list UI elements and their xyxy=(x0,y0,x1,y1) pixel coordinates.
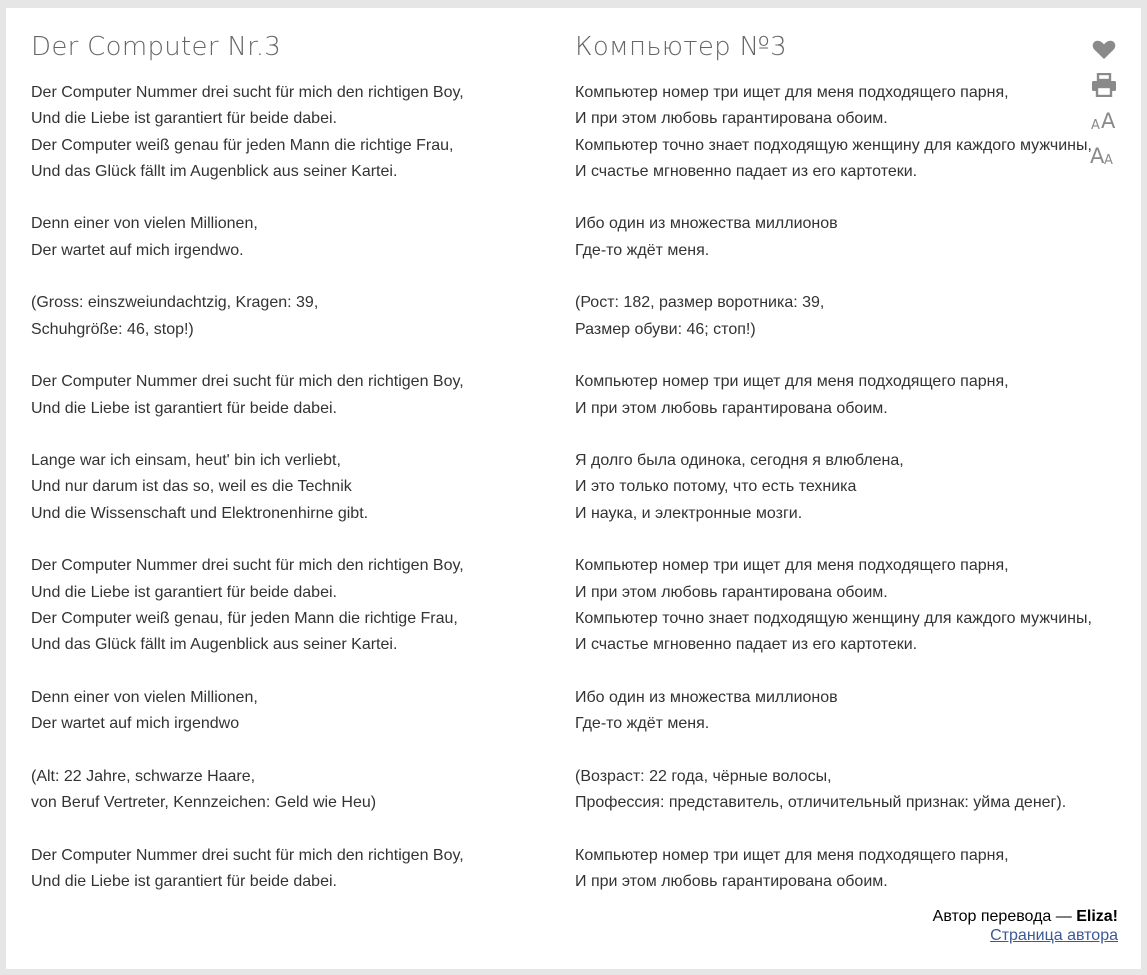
stanza xyxy=(31,80,464,185)
lyric-line: Компьютер номер три ищет для меня подходящего парня, xyxy=(575,557,1009,575)
print-icon[interactable] xyxy=(1090,73,1118,97)
lyric-line: (Возраст: 22 года, чёрные волосы, xyxy=(575,767,832,785)
lyric-line: Компьютер точно знает подходящую женщину для каждого мужчины, xyxy=(575,609,1092,627)
lyric-line: Und die Liebe ist garantiert für beide dabei. xyxy=(31,110,337,128)
original-lyrics xyxy=(31,80,464,922)
lyric-line: Профессия: представитель, отличительный признак: уйма денег). xyxy=(575,794,1067,812)
lyric-line: Der Computer Nummer drei sucht für mich den richtigen Boy, xyxy=(31,557,464,575)
lyric-line: И наука, и электронные мозги. xyxy=(575,504,803,522)
lyric-line: (Gross: einszweiundachtzig, Kragen: 39, xyxy=(31,294,319,312)
lyric-line: Компьютер номер три ищет для меня подходящего парня, xyxy=(575,84,1009,101)
svg-text:A: A xyxy=(1101,109,1116,132)
lyric-line: И счастье мгновенно падает из его картотеки. xyxy=(575,162,918,180)
lyric-line: Я долго была одинока, сегодня я влюблена, xyxy=(575,452,904,470)
credit-prefix: Автор перевода — xyxy=(932,908,1077,925)
translation-lyrics xyxy=(575,80,1092,922)
translation-title: Компьютер №3 xyxy=(575,32,787,62)
stanza xyxy=(575,764,1092,817)
lyrics-panel xyxy=(6,8,1141,969)
stanza xyxy=(31,369,464,422)
lyric-line: Где-то ждёт меня. xyxy=(575,241,710,259)
lyric-line: Компьютер номер три ищет для меня подходящего парня, xyxy=(575,846,1009,864)
stanza xyxy=(31,764,464,817)
stanza xyxy=(575,211,1092,264)
lyric-line: Und das Glück fällt im Augenblick aus seiner Kartei. xyxy=(31,162,398,180)
lyric-line: Der Computer Nummer drei sucht für mich den richtigen Boy, xyxy=(31,846,464,864)
lyric-line: И это только потому, что есть техника xyxy=(575,478,857,496)
lyric-line: Где-то ждёт меня. xyxy=(575,715,710,733)
lyric-line: Der wartet auf mich irgendwo xyxy=(31,715,240,733)
lyric-line: Ибо один из множества миллионов xyxy=(575,215,838,233)
stanza xyxy=(575,685,1092,738)
stanza xyxy=(31,290,464,343)
lyric-line: И при этом любовь гарантирована обоим. xyxy=(575,583,888,601)
font-size-decrease-icon[interactable] xyxy=(1090,143,1118,167)
stanza xyxy=(575,448,1092,527)
svg-text:A: A xyxy=(1104,153,1113,167)
lyric-line: И при этом любовь гарантирована обоим. xyxy=(575,399,888,417)
lyric-line: Der Computer Nummer drei sucht für mich den richtigen Boy, xyxy=(31,84,464,101)
stanza xyxy=(31,685,464,738)
svg-text:A: A xyxy=(1091,118,1100,132)
lyric-line: Schuhgröße: 46, stop!) xyxy=(31,320,194,338)
lyric-line: Lange war ich einsam, heut' bin ich verliebt, xyxy=(31,452,341,470)
lyric-line: Ибо один из множества миллионов xyxy=(575,688,838,706)
lyric-line: Und die Liebe ist garantiert für beide dabei. xyxy=(31,399,337,417)
stanza xyxy=(575,843,1092,896)
stanza xyxy=(575,553,1092,658)
lyric-line: (Рост: 182, размер воротника: 39, xyxy=(575,294,825,312)
svg-text:A: A xyxy=(1090,144,1105,167)
original-title: Der Computer Nr.3 xyxy=(31,32,282,62)
stanza xyxy=(575,290,1092,343)
lyric-line: Denn einer von vielen Millionen, xyxy=(31,215,258,233)
stanza xyxy=(575,80,1092,185)
lyric-line: Der wartet auf mich irgendwo. xyxy=(31,241,244,259)
lyric-line: Компьютер точно знает подходящую женщину для каждого мужчины, xyxy=(575,136,1092,154)
lyric-line: Und die Liebe ist garantiert für beide dabei. xyxy=(31,872,337,890)
lyric-line: Компьютер номер три ищет для меня подходящего парня, xyxy=(575,373,1009,391)
credit-line xyxy=(933,907,1118,926)
stanza xyxy=(31,843,464,896)
lyric-line: Размер обуви: 46; стоп!) xyxy=(575,320,756,338)
lyric-line: Und die Wissenschaft und Elektronenhirne gibt. xyxy=(31,504,369,522)
lyric-line: Und nur darum ist das so, weil es die Technik xyxy=(31,478,352,496)
lyric-line: И при этом любовь гарантирована обоим. xyxy=(575,110,888,128)
lyric-line: Und die Liebe ist garantiert für beide dabei. xyxy=(31,583,337,601)
lyric-line: Denn einer von vielen Millionen, xyxy=(31,688,258,706)
lyrics-toolbar xyxy=(1090,38,1118,178)
stanza xyxy=(575,369,1092,422)
lyric-line: Der Computer weiß genau für jeden Mann die richtige Frau, xyxy=(31,136,454,154)
lyric-line: von Beruf Vertreter, Kennzeichen: Geld wie Heu) xyxy=(31,794,377,812)
author-page-link[interactable]: Страница автора xyxy=(990,927,1118,944)
lyric-line: И счастье мгновенно падает из его картотеки. xyxy=(575,636,918,654)
stanza xyxy=(31,553,464,658)
heart-icon[interactable] xyxy=(1090,38,1118,62)
translation-credit xyxy=(933,907,1118,945)
font-size-increase-icon[interactable] xyxy=(1090,108,1118,132)
stanza xyxy=(31,448,464,527)
lyric-line: И при этом любовь гарантирована обоим. xyxy=(575,872,888,890)
lyric-line: (Alt: 22 Jahre, schwarze Haare, xyxy=(31,767,256,785)
lyric-line: Der Computer Nummer drei sucht für mich den richtigen Boy, xyxy=(31,373,464,391)
translator-name: Eliza! xyxy=(1076,908,1118,925)
stanza xyxy=(31,211,464,264)
lyric-line: Der Computer weiß genau, für jeden Mann die richtige Frau, xyxy=(31,609,458,627)
lyric-line: Und das Glück fällt im Augenblick aus seiner Kartei. xyxy=(31,636,398,654)
